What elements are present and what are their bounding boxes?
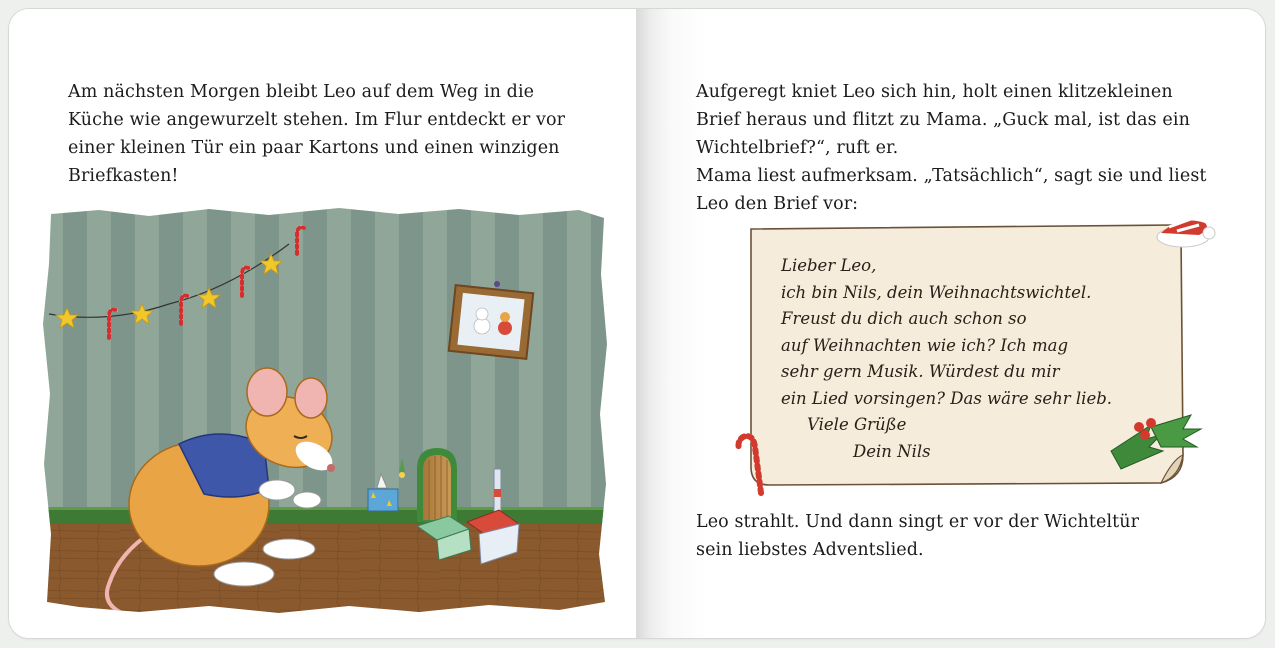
- text-line: Leo den Brief vor:: [696, 194, 859, 214]
- right-page: [636, 9, 1265, 638]
- letter-line: Lieber Leo,: [781, 256, 877, 275]
- text-line: Leo strahlt. Und dann singt er vor der Wichteltür: [696, 512, 1140, 532]
- letter-line: ich bin Nils, dein Weihnachtswichtel.: [781, 282, 1092, 302]
- text-line: Aufgeregt kniet Leo sich hin, holt einen klitzekleinen: [696, 82, 1173, 102]
- right-page-outro: [696, 508, 1139, 564]
- right-page-intro: [696, 78, 1207, 218]
- text-line: einer kleinen Tür ein paar Kartons und einen winzigen: [68, 138, 560, 158]
- left-page-paragraph: [68, 78, 565, 190]
- letter-text: [781, 253, 1112, 465]
- text-line: Mama liest aufmerksam. „Tatsächlich“, sagt sie und liest: [696, 166, 1207, 186]
- text-line: Küche wie angewurzelt stehen. Im Flur entdeckt er vor: [68, 110, 566, 130]
- text-line: Wichtelbrief?“, ruft er.: [696, 138, 899, 158]
- letter-line: auf Weihnachten wie ich? Ich mag: [781, 335, 1069, 355]
- letter-line: Freust du dich auch schon so: [781, 309, 1027, 328]
- left-page: [9, 9, 636, 638]
- text-line: sein liebstes Adventslied.: [696, 540, 924, 560]
- text-line: Briefkasten!: [68, 166, 179, 186]
- santa-hat-icon: [1157, 219, 1215, 247]
- hallway-illustration: [39, 204, 611, 617]
- letter-line: sehr gern Musik. Würdest du mir: [781, 362, 1060, 381]
- text-line: Am nächsten Morgen bleibt Leo auf dem Weg in die: [68, 82, 535, 102]
- letter-signature: Dein Nils: [853, 441, 931, 461]
- picture-book-spread: [9, 9, 1265, 638]
- letter-closing: Viele Grüße: [807, 415, 907, 434]
- candy-cane-icon: [739, 436, 762, 493]
- text-line: Brief heraus und flitzt zu Mama. „Guck mal, ist das ein: [696, 110, 1190, 130]
- letter-line: ein Lied vorsingen? Das wäre sehr lieb.: [781, 388, 1113, 408]
